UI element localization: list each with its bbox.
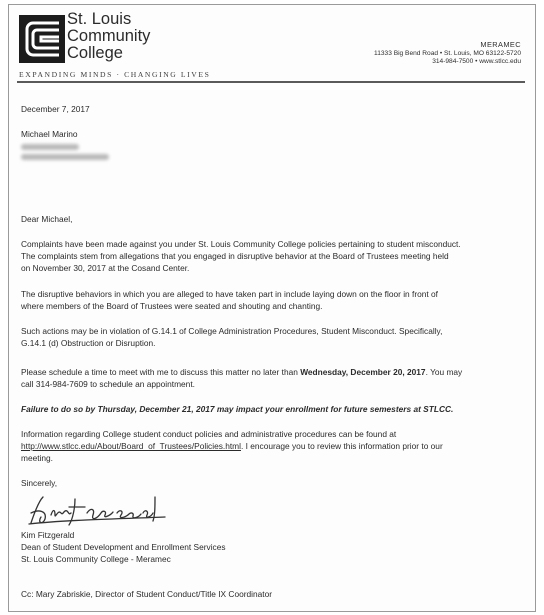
deadline-date: Wednesday, December 20, 2017 <box>300 367 426 377</box>
college-name-line: Community <box>67 27 151 45</box>
paragraph-line: call 314-984-7609 to schedule an appointment. <box>21 379 195 390</box>
salutation: Dear Michael, <box>21 214 73 224</box>
paragraph-line <box>21 366 462 378</box>
paragraph-line: Complaints have been made against you under St. Louis Community College policies pertaining to student misconduct. <box>21 239 461 249</box>
paragraph-line: on November 30, 2017 at the Cosand Center. <box>21 263 190 274</box>
handwritten-signature <box>25 493 175 527</box>
redacted-address-line <box>21 154 109 160</box>
campus-contact: 314-984-7500 • www.stlcc.edu <box>432 58 521 66</box>
cc-line: Cc: Mary Zabriskie, Director of Student Conduct/Title IX Coordinator <box>21 589 273 599</box>
text-span: may impact your enrollment for future semesters at STLCC. <box>214 404 454 414</box>
college-name-line: St. Louis <box>67 10 132 28</box>
signer-org: St. Louis Community College - Meramec <box>21 554 171 565</box>
tagline: EXPANDING MINDS · CHANGING LIVES <box>19 70 211 79</box>
paragraph <box>21 288 438 312</box>
paragraph <box>21 238 461 275</box>
signer-title: Dean of Student Development and Enrollment Services <box>21 542 226 553</box>
header-divider <box>17 81 525 83</box>
text-span: Please schedule a time to meet with me to discuss this matter no later than <box>21 367 301 377</box>
paragraph <box>21 366 462 390</box>
text-span: . I encourage you to review this information prior to our <box>240 441 443 452</box>
paragraph-line: G.14.1 (d) Obstruction or Disruption. <box>21 338 156 349</box>
college-name <box>67 11 150 62</box>
paragraph-line: The disruptive behaviors in which you are alleged to have taken part in include laying down on the floor in front of <box>21 289 438 299</box>
paragraph-line: Information regarding College student conduct policies and administrative procedures can be found at <box>21 429 397 439</box>
campus-info <box>374 41 521 67</box>
college-logo-icon <box>19 15 65 63</box>
paragraph <box>21 428 443 465</box>
college-name-line: College <box>67 44 123 62</box>
paragraph-line: meeting. <box>21 453 54 464</box>
text-span: . You may <box>425 367 463 377</box>
signature-block <box>21 529 226 566</box>
letter-page <box>8 4 536 612</box>
campus-address: 11333 Big Bend Road • St. Louis, MO 63122-5720 <box>374 49 521 57</box>
paragraph-line: The complaints stem from allegations that you engaged in disruptive behavior at the Board of Trustees meeting held <box>21 251 449 262</box>
paragraph <box>21 403 453 415</box>
paragraph <box>21 325 442 349</box>
signer-name: Kim Fitzgerald <box>21 530 75 540</box>
recipient-block <box>21 128 109 160</box>
paragraph-line <box>21 440 443 452</box>
letter-date: December 7, 2017 <box>21 104 90 114</box>
paragraph-line: where members of the Board of Trustees were seated and shouting and chanting. <box>21 301 323 312</box>
closing: Sincerely, <box>21 478 58 488</box>
redacted-address-line <box>21 144 79 150</box>
paragraph-line: Such actions may be in violation of G.14.1 of College Administration Procedures, Student Misconduct. Specifically, <box>21 326 443 336</box>
recipient-name: Michael Marino <box>21 129 78 139</box>
policies-link[interactable]: http://www.stlcc.edu/About/Board_of_Trustees/Policies.html <box>21 441 241 452</box>
campus-name: MERAMEC <box>480 40 521 49</box>
failure-deadline: Failure to do so by Thursday, December 21, 2017 <box>21 404 215 414</box>
